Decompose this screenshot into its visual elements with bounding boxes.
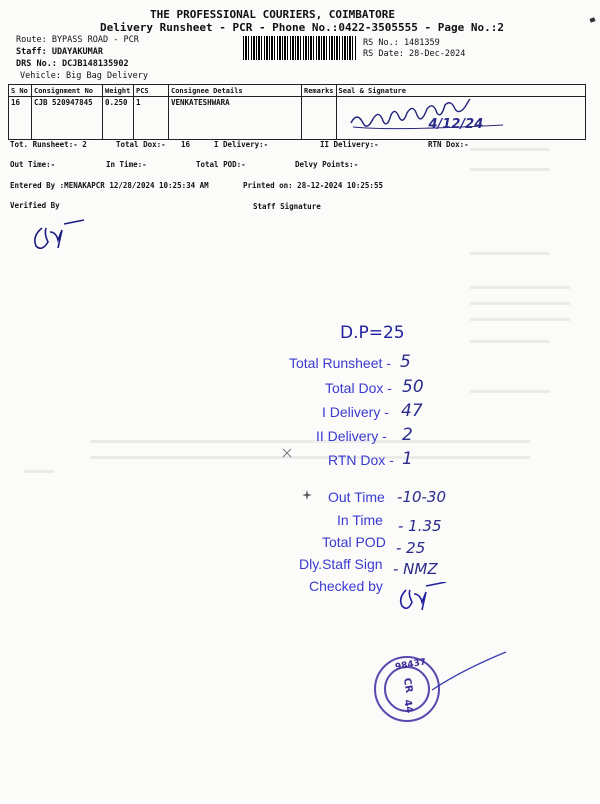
- col-header-seal-signature: Seal & Signature: [336, 85, 585, 97]
- annotation-rtn-dox-value: 1: [402, 449, 413, 469]
- staff-text: Staff: UDAYAKUMAR: [16, 47, 103, 57]
- annotation-staff-sign-value: - NMZ: [393, 560, 438, 578]
- stamp-signature-stroke-image: [430, 650, 510, 700]
- delvy-points-label: Delvy Points:-: [295, 160, 359, 169]
- entered-by-text: Entered By :MENAKAPCR 12/28/2024 10:25:34 AM: [10, 181, 209, 190]
- annotation-rtn-dox-label: RTN Dox -: [328, 452, 394, 468]
- table-row: [9, 97, 586, 140]
- pen-mark-image: [280, 446, 294, 460]
- annotation-in-time-value: - 1.35: [398, 517, 442, 535]
- i-delivery-label: I Delivery:-: [214, 140, 269, 149]
- cell-consignment: CJB 520947845: [32, 97, 103, 140]
- annotation-staff-sign-label: Dly.Staff Sign: [299, 556, 383, 572]
- annotation-out-time-label: Out Time: [328, 489, 385, 505]
- in-time-label: In Time:-: [106, 160, 147, 169]
- annotation-total-dox-label: Total Dox -: [325, 380, 392, 396]
- printed-on-text: Printed on: 28-12-2024 10:25:55: [243, 181, 383, 190]
- annotation-i-delivery-value: 47: [401, 401, 423, 421]
- total-runsheet-value: 5: [400, 352, 411, 372]
- cell-consignee: VENKATESHWARA: [169, 97, 302, 140]
- annotation-checked-by-label: Checked by: [309, 578, 383, 594]
- rs-number: RS No.: 1481359: [363, 38, 440, 48]
- total-dox-value: 16: [181, 140, 191, 149]
- col-header-pcs: PCS: [134, 85, 169, 97]
- tot-runsheet-label: Tot. Runsheet:- 2: [10, 140, 87, 149]
- seal-date-handwritten: 4/12/24: [428, 117, 484, 132]
- annotation-in-time-label: In Time: [337, 512, 383, 528]
- col-header-weight: Weight: [103, 85, 134, 97]
- verified-by-label: Verified By: [10, 201, 60, 210]
- rtn-dox-label: RTN Dox:-: [428, 140, 469, 149]
- cell-seal-signature: [336, 97, 585, 140]
- seal-text-top: 98437: [394, 657, 427, 673]
- total-pod-label: Total POD:-: [196, 160, 246, 169]
- annotation-total-pod-label: Total POD: [322, 534, 386, 550]
- col-header-sno: S No: [9, 85, 32, 97]
- dp-handwritten: D.P=25: [340, 323, 405, 343]
- checked-by-signature-image: [396, 582, 456, 618]
- cell-weight: 0.250: [103, 97, 134, 140]
- runsheet-title: Delivery Runsheet - PCR - Phone No.:0422-3505555 - Page No.:2: [100, 21, 504, 34]
- drs-number: DRS No.: DCJB148135902: [16, 59, 129, 69]
- consignment-table: [8, 84, 586, 140]
- route-text: Route: BYPASS ROAD - PCR: [16, 35, 139, 45]
- annotation-ii-delivery-value: 2: [402, 425, 413, 445]
- staff-signature-label: Staff Signature: [253, 202, 321, 211]
- out-time-label: Out Time:-: [10, 160, 56, 169]
- total-runsheet-label: Total Runsheet -: [289, 355, 391, 371]
- annotation-out-time-value: -10-30: [397, 488, 446, 506]
- total-dox-label: Total Dox:-: [116, 140, 166, 149]
- annotation-total-dox-value: 50: [402, 377, 424, 397]
- annotation-total-pod-value: - 25: [396, 539, 426, 557]
- vehicle-text: Vehicle: Big Bag Delivery: [20, 71, 148, 81]
- corner-mark: [589, 17, 595, 22]
- cell-remarks: [302, 97, 337, 140]
- table-header-row: [9, 85, 586, 97]
- seal-text-mid: CR: [400, 677, 415, 694]
- cell-pcs: 1: [134, 97, 169, 140]
- col-header-consignee: Consignee Details: [169, 85, 302, 97]
- col-header-remarks: Remarks: [302, 85, 337, 97]
- seal-text-bottom: 44: [401, 698, 415, 715]
- verified-signature-image: [28, 218, 98, 258]
- company-title: THE PROFESSIONAL COURIERS, COIMBATORE: [150, 8, 396, 21]
- annotation-ii-delivery-label: II Delivery -: [316, 428, 387, 444]
- barcode-image: [243, 36, 356, 60]
- col-header-consignment: Consignment No: [32, 85, 103, 97]
- annotation-i-delivery-label: I Delivery -: [322, 404, 389, 420]
- bullet-mark-image: [300, 488, 314, 502]
- cell-sno: 16: [9, 97, 32, 140]
- rs-date: RS Date: 28-Dec-2024: [363, 49, 466, 59]
- ii-delivery-label: II Delivery:-: [320, 140, 379, 149]
